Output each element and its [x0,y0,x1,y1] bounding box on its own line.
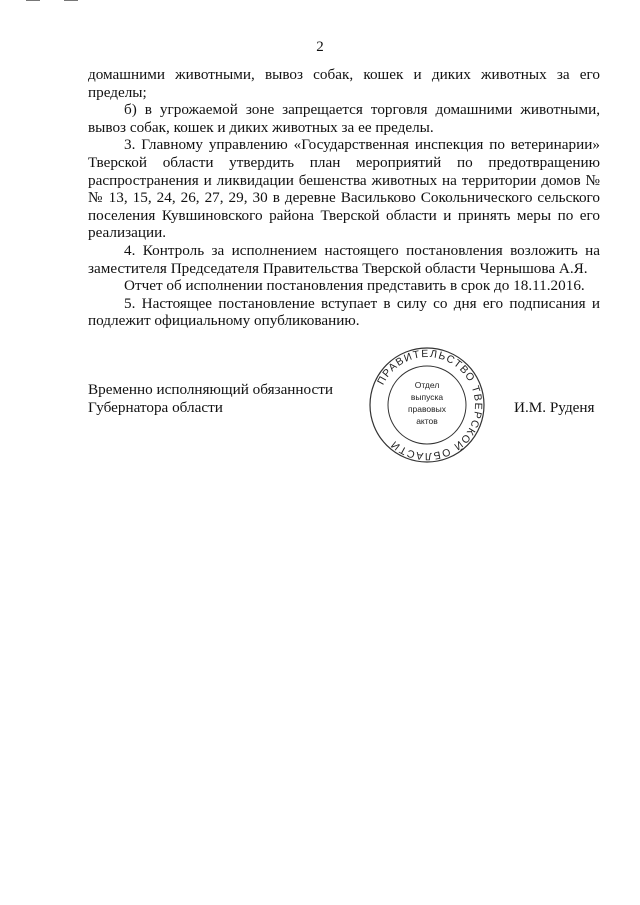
official-seal [367,345,487,465]
signatory-position-line: Губернатора области [88,399,223,416]
signatory-name: И.М. Руденя [514,399,595,416]
seal-center-line: Отдел [414,380,440,390]
paragraph: домашними животными, вывоз собак, кошек и диких животных за его пределы; [88,66,600,101]
signatory-position-line: Временно исполняющий обязанности [88,381,334,398]
paragraph: б) в угрожаемой зоне запрещается торговля домашними животными, вывоз собак, кошек и диких животных за ее пределы. [88,101,600,136]
paragraph: 4. Контроль за исполнением настоящего постановления возложить на заместителя Председателя Правительства Тверской области Чернышова А.Я. [88,241,600,277]
signatory-position [88,381,333,417]
seal-center-line: выпуска [410,392,444,402]
paragraph: 5. Настоящее постановление вступает в силу со дня его подписания и подлежит официальному опубликованию. [88,294,600,330]
seal-center-line: актов [416,416,438,426]
page-number: 2 [316,39,324,55]
paragraph: Отчет об исполнении постановления представить в срок до 18.11.2016. [124,277,585,295]
seal-center-line: правовых [407,404,447,414]
paragraph: 3. Главному управлению «Государственная инспекция по ветеринарии» Тверской области утвердить план мероприятий по предотвращению распространения и ликвидации бешенства животных на территории домов №№ 13, 15, 24, 26, 27, 29, 30 в деревне Васильково Сокольнического сельского поселения Кувшиновского района Тверской области и принять меры по его реализации. [88,136,600,242]
page-corner-mark [64,0,78,1]
seal-ring-text: ПРАВИТЕЛЬСТВО ТВЕРСКОЙ ОБЛАСТИ [375,347,485,463]
document-body [88,66,600,330]
page-corner-mark [26,0,40,1]
